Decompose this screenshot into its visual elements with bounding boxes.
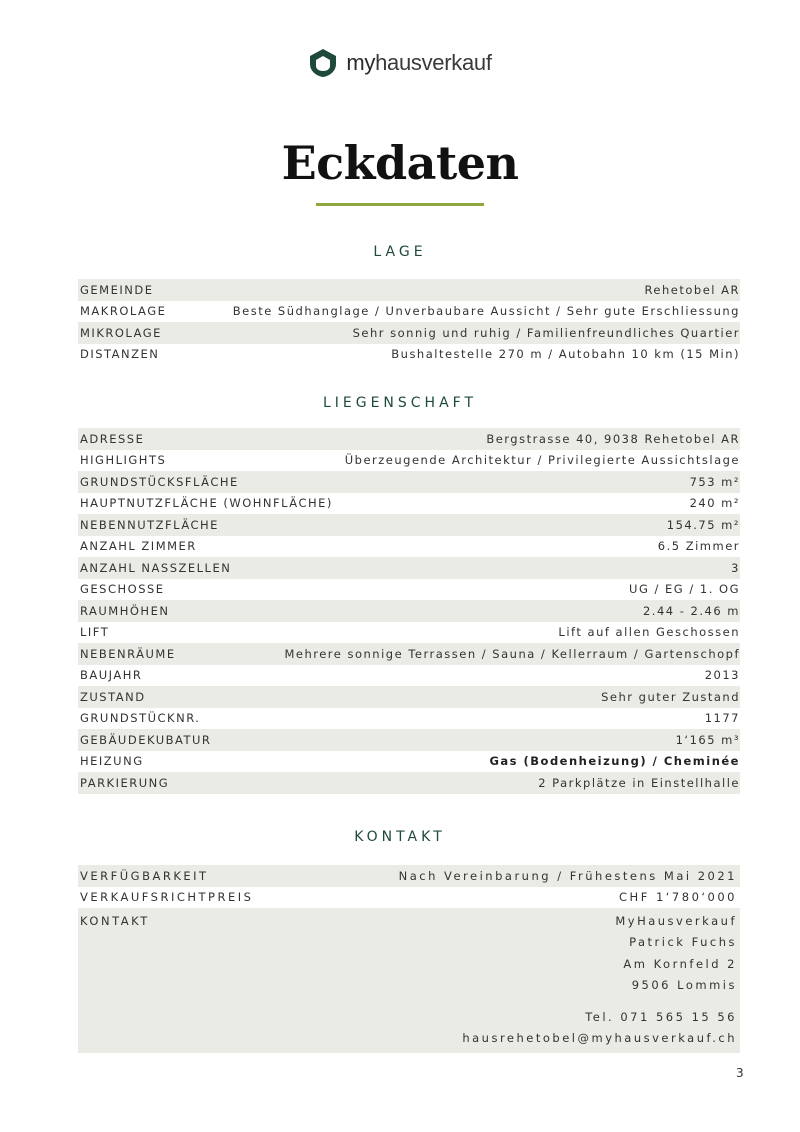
row-label: ADRESSE	[80, 431, 145, 446]
row-value: 6.5 Zimmer	[657, 539, 740, 554]
row-value: Rehetobel AR	[644, 282, 740, 297]
row-value: 753 m²	[689, 474, 740, 489]
row-label: PARKIERUNG	[80, 775, 170, 790]
table-row	[78, 686, 740, 708]
row-value: Überzeugende Architektur / Privilegierte Aussichtslage	[344, 453, 740, 468]
house-shield-icon	[308, 48, 338, 78]
contact-value: 9506 Lommis	[631, 978, 737, 993]
contact-email-row	[78, 1028, 740, 1050]
row-label: HIGHLIGHTS	[80, 453, 167, 468]
row-value: Bergstrasse 40, 9038 Rehetobel AR	[486, 431, 740, 446]
table-row	[78, 579, 740, 601]
row-label: RAUMHÖHEN	[80, 603, 170, 618]
row-value: UG / EG / 1. OG	[629, 582, 740, 597]
row-value: 3	[731, 560, 740, 575]
contact-line	[78, 953, 740, 975]
section-title-lage: LAGE	[373, 244, 427, 260]
contact-phone[interactable]: Tel. 071 565 15 56	[585, 1009, 737, 1024]
contact-value: Patrick Fuchs	[629, 935, 737, 950]
contact-value: MyHausverkauf	[615, 913, 737, 928]
liegenschaft-table	[78, 428, 740, 794]
kontakt-table	[78, 865, 740, 1053]
table-row	[78, 772, 740, 794]
contact-phone-row	[78, 1006, 740, 1028]
table-row	[78, 643, 740, 665]
row-label: HEIZUNG	[80, 754, 144, 769]
brand-logo	[0, 48, 800, 78]
table-row	[78, 322, 740, 344]
row-label: BAUJAHR	[80, 668, 143, 683]
row-label: GRUNDSTÜCKNR.	[80, 711, 201, 726]
table-row	[78, 514, 740, 536]
row-label: LIFT	[80, 625, 110, 640]
table-row	[78, 751, 740, 773]
contact-email[interactable]: hausrehetobel@myhausverkauf.ch	[462, 1031, 737, 1046]
table-row	[78, 450, 740, 472]
row-value: Lift auf allen Geschossen	[558, 625, 740, 640]
row-label: ANZAHL NASSZELLEN	[80, 560, 232, 575]
row-label: GEBÄUDEKUBATUR	[80, 732, 212, 747]
table-row	[78, 428, 740, 450]
table-row	[78, 471, 740, 493]
page-number: 3	[736, 1066, 744, 1080]
contact-block	[78, 908, 740, 1053]
section-title-kontakt: KONTAKT	[354, 829, 446, 845]
table-row	[78, 622, 740, 644]
table-row	[78, 344, 740, 366]
contact-value: Am Kornfeld 2	[623, 956, 737, 971]
row-value: 2 Parkplätze in Einstellhalle	[538, 775, 740, 790]
row-value: 1‘165 m³	[675, 732, 740, 747]
row-label: VERKAUFSRICHTPREIS	[80, 890, 254, 905]
row-value: 2.44 - 2.46 m	[642, 603, 740, 618]
table-row	[78, 279, 740, 301]
table-row	[78, 887, 740, 909]
contact-line	[78, 910, 740, 932]
page-title: Eckdaten	[281, 136, 519, 190]
row-value: Nach Vereinbarung / Frühestens Mai 2021	[398, 868, 737, 883]
row-label: GRUNDSTÜCKSFLÄCHE	[80, 474, 239, 489]
row-label: GESCHOSSE	[80, 582, 165, 597]
lage-table	[78, 279, 740, 365]
row-label: MIKROLAGE	[80, 325, 162, 340]
row-value: 240 m²	[689, 496, 740, 511]
row-value: 2013	[704, 668, 740, 683]
row-label: ZUSTAND	[80, 689, 146, 704]
row-value: Gas (Bodenheizung) / Cheminée	[489, 754, 740, 769]
row-label: NEBENRÄUME	[80, 646, 176, 661]
row-label: MAKROLAGE	[80, 304, 167, 319]
table-row	[78, 600, 740, 622]
row-label: ANZAHL ZIMMER	[80, 539, 197, 554]
row-value: CHF 1‘780‘000	[619, 890, 737, 905]
brand-name: myhausverkauf	[346, 50, 492, 75]
row-value: Sehr sonnig und ruhig / Familienfreundliches Quartier	[352, 325, 740, 340]
row-value: Sehr guter Zustand	[601, 689, 740, 704]
row-value: 1177	[704, 711, 740, 726]
table-row	[78, 301, 740, 323]
table-row	[78, 865, 740, 887]
row-label: HAUPTNUTZFLÄCHE (WOHNFLÄCHE)	[80, 496, 333, 511]
section-title-liegenschaft: LIEGENSCHAFT	[322, 395, 478, 411]
table-row	[78, 493, 740, 515]
row-label: DISTANZEN	[80, 347, 160, 362]
table-row	[78, 557, 740, 579]
row-label: VERFÜGBARKEIT	[80, 868, 209, 883]
row-value: Mehrere sonnige Terrassen / Sauna / Kellerraum / Gartenschopf	[284, 646, 740, 661]
row-value: 154.75 m²	[666, 517, 740, 532]
table-row	[78, 536, 740, 558]
row-label: GEMEINDE	[80, 282, 154, 297]
table-row	[78, 729, 740, 751]
row-value: Beste Südhanglage / Unverbaubare Aussicht / Sehr gute Erschliessung	[232, 304, 740, 319]
row-value: Bushaltestelle 270 m / Autobahn 10 km (15 Min)	[391, 347, 740, 362]
table-row	[78, 708, 740, 730]
contact-line	[78, 975, 740, 997]
table-row	[78, 665, 740, 687]
row-label: NEBENNUTZFLÄCHE	[80, 517, 219, 532]
title-underline	[316, 203, 484, 206]
contact-line	[78, 932, 740, 954]
row-label: KONTAKT	[80, 913, 150, 928]
